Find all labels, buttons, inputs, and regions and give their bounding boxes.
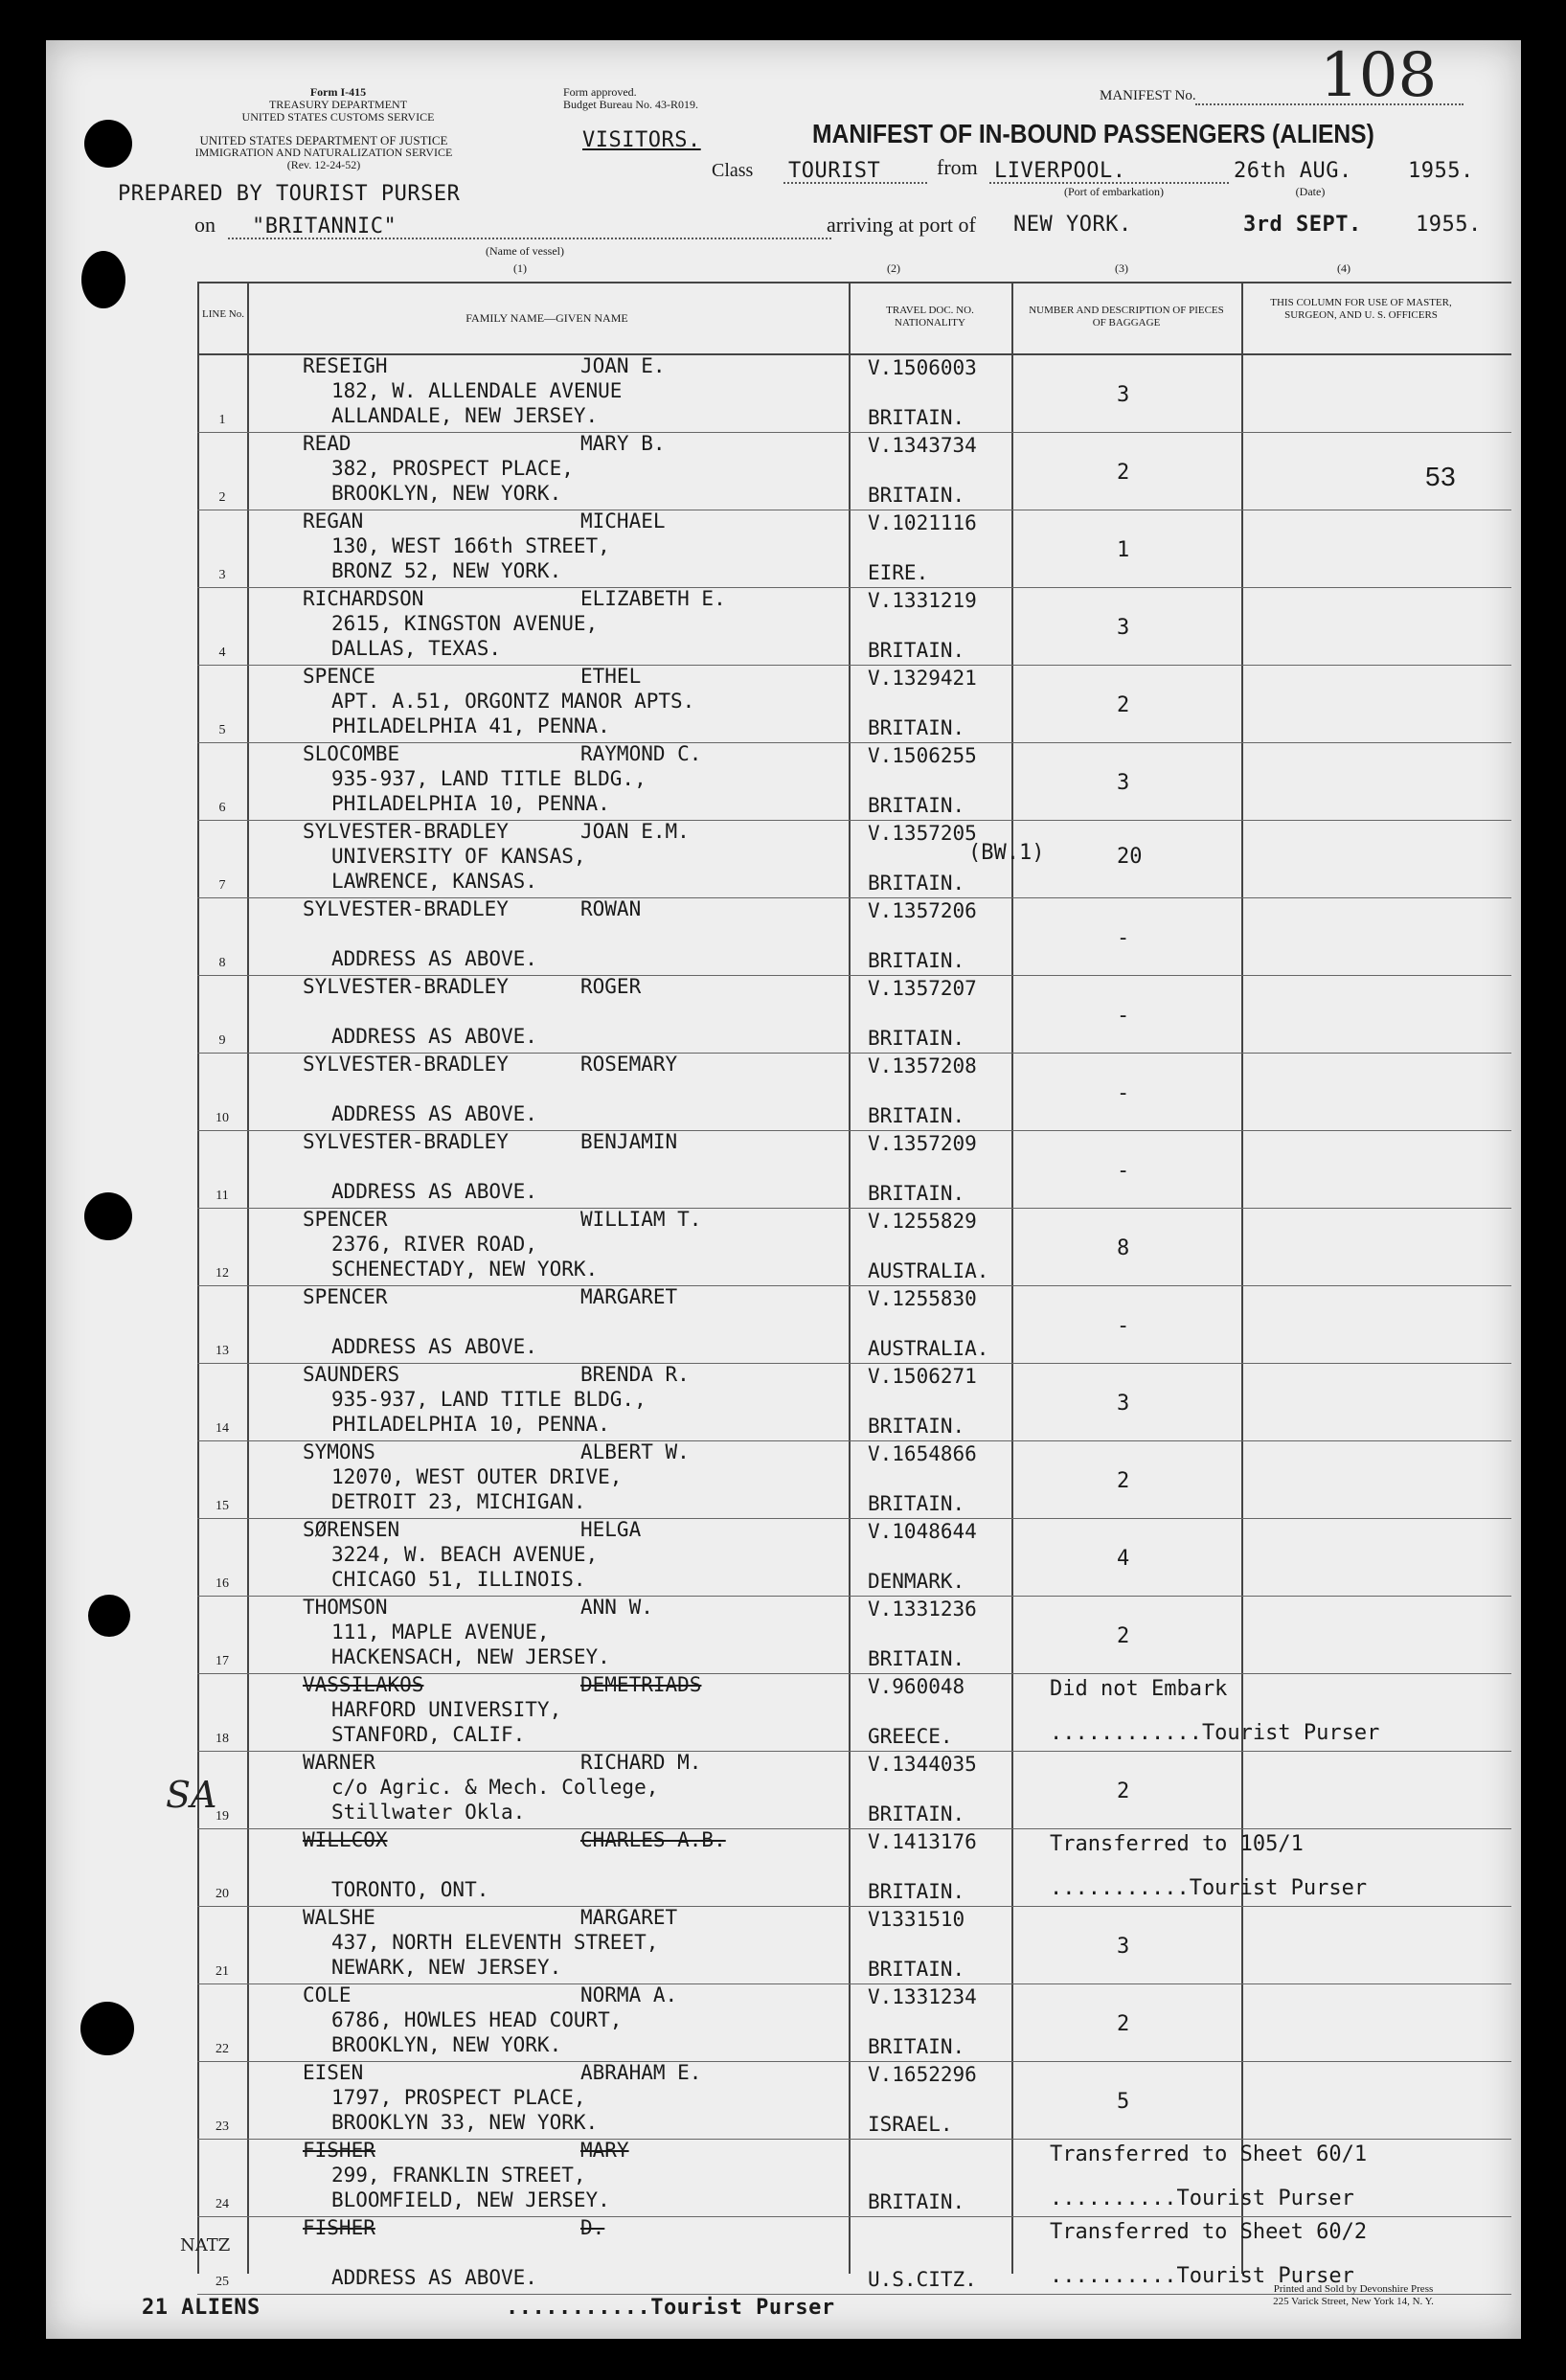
travel-doc-number: V.1654866 <box>868 1442 977 1465</box>
address-line-2: DALLAS, TEXAS. <box>331 637 502 660</box>
nationality: EIRE. <box>868 561 929 584</box>
form-approval <box>563 86 707 111</box>
col4-index: (4) <box>1337 261 1350 275</box>
family-name: SLOCOMBE <box>303 742 400 765</box>
justice-header <box>180 134 467 171</box>
family-name: RICHARDSON <box>303 587 424 610</box>
nationality: BRITAIN. <box>868 716 965 739</box>
given-name: HELGA <box>580 1518 642 1541</box>
family-name: FISHER <box>303 2216 375 2239</box>
address-line-2: BROOKLYN, NEW YORK. <box>331 2033 562 2056</box>
from-value: LIVERPOOL. <box>994 159 1126 183</box>
table-row <box>197 1596 1511 1674</box>
family-name: SAUNDERS <box>303 1363 400 1386</box>
travel-doc-number: V.1506003 <box>868 356 977 379</box>
header-officers: THIS COLUMN FOR USE OF MASTER, SURGEON, AND U. S. OFFICERS <box>1270 297 1452 321</box>
transfer-note: Transferred to Sheet 60/1 <box>1050 2142 1368 2166</box>
travel-doc-number: V.1331234 <box>868 1985 977 2008</box>
baggage-count: 3 <box>1117 771 1130 795</box>
form-header-left <box>238 86 439 124</box>
line-number: 8 <box>218 956 226 970</box>
line-number: 20 <box>216 1887 229 1901</box>
nationality: BRITAIN. <box>868 1415 965 1438</box>
line-number: 17 <box>216 1654 229 1668</box>
address-line-2: BLOOMFIELD, NEW JERSEY. <box>331 2188 610 2211</box>
form-number: Form I-415 <box>309 85 367 99</box>
immigration-service: IMMIGRATION AND NATURALIZATION SERVICE <box>194 146 453 159</box>
family-name: READ <box>303 432 352 455</box>
table-row <box>197 665 1511 743</box>
footer-purser: ...........Tourist Purser <box>506 2296 835 2320</box>
table-row <box>197 1285 1511 1364</box>
given-name: WILLIAM T. <box>580 1208 702 1231</box>
given-name: BRENDA R. <box>580 1363 690 1386</box>
address-line-1: 935-937, LAND TITLE BLDG., <box>331 767 647 790</box>
family-name: VASSILAKOS <box>303 1673 424 1696</box>
vessel-name: "BRITANNIC" <box>252 215 397 238</box>
line-number: 5 <box>218 723 226 737</box>
address-line-2: TORONTO, ONT. <box>331 1878 489 1901</box>
address-line-2: PHILADELPHIA 10, PENNA. <box>331 792 610 815</box>
given-name: BENJAMIN <box>580 1130 678 1153</box>
travel-doc-number: V.1357205 <box>868 822 977 845</box>
baggage-count: 2 <box>1117 2012 1130 2036</box>
nationality: BRITAIN. <box>868 1647 965 1670</box>
address-line-1: 3224, W. BEACH AVENUE, <box>331 1543 599 1566</box>
given-name: D. <box>580 2216 605 2239</box>
family-name: SYLVESTER-BRADLEY <box>303 1053 509 1076</box>
address-line-2: DETROIT 23, MICHIGAN. <box>331 1490 586 1513</box>
printer-line1: Printed and Sold by Devonshire Press <box>1273 2283 1434 2295</box>
travel-doc-number: V1331510 <box>868 1908 965 1931</box>
nationality: GREECE. <box>868 1725 953 1748</box>
address-line-1: c/o Agric. & Mech. College, <box>331 1776 659 1799</box>
given-name: ANN W. <box>580 1596 653 1619</box>
date-caption: (Date) <box>1295 185 1326 198</box>
given-name: JOAN E.M. <box>580 820 690 843</box>
address-line-2: ADDRESS AS ABOVE. <box>331 1102 537 1125</box>
purser-note: ............Tourist Purser <box>1050 1721 1380 1745</box>
table-row <box>197 897 1511 976</box>
transfer-note: Transferred to Sheet 60/2 <box>1050 2220 1368 2244</box>
given-name: ROWAN <box>580 897 642 920</box>
given-name: ELIZABETH E. <box>580 587 726 610</box>
baggage-count: 3 <box>1117 1935 1130 1959</box>
table-row <box>197 2139 1511 2217</box>
address-line-2: NEWARK, NEW JERSEY. <box>331 1956 562 1979</box>
table-row <box>197 975 1511 1054</box>
given-name: ALBERT W. <box>580 1440 690 1463</box>
family-name: SØRENSEN <box>303 1518 400 1541</box>
port-caption: (Port of embarkation) <box>1064 185 1164 198</box>
nationality: BRITAIN. <box>868 1104 965 1127</box>
family-name: SPENCER <box>303 1208 388 1231</box>
table-row <box>197 1673 1511 1752</box>
family-name: THOMSON <box>303 1596 388 1619</box>
travel-doc-number: V.1357209 <box>868 1132 977 1155</box>
travel-doc-number: V.1357207 <box>868 977 977 1000</box>
address-line-2: BROOKLYN 33, NEW YORK. <box>331 2111 599 2134</box>
punch-hole <box>84 1192 132 1240</box>
nationality: BRITAIN. <box>868 794 965 817</box>
page-title: MANIFEST OF IN-BOUND PASSENGERS (ALIENS) <box>812 119 1374 148</box>
travel-doc-number: V.1343734 <box>868 434 977 457</box>
family-name: SPENCE <box>303 665 375 688</box>
header-name: FAMILY NAME—GIVEN NAME <box>465 311 628 325</box>
address-line-2: ADDRESS AS ABOVE. <box>331 1025 537 1048</box>
address-line-2: PHILADELPHIA 41, PENNA. <box>331 714 610 737</box>
nationality: BRITAIN. <box>868 949 965 972</box>
address-line-2: STANFORD, CALIF. <box>331 1723 526 1746</box>
nationality: AUSTRALIA. <box>868 1337 989 1360</box>
col2-index: (2) <box>887 261 900 275</box>
baggage-count: 20 <box>1117 845 1143 869</box>
address-line-1: APT. A.51, ORGONTZ MANOR APTS. <box>331 690 695 713</box>
family-name: WARNER <box>303 1751 375 1774</box>
address-line-1: 6786, HOWLES HEAD COURT, <box>331 2008 623 2031</box>
travel-doc-number: V.1344035 <box>868 1753 977 1776</box>
travel-doc-number: V.1048644 <box>868 1520 977 1543</box>
header-baggage: NUMBER AND DESCRIPTION OF PIECES OF BAGGAGE <box>1029 305 1224 329</box>
family-name: WILLCOX <box>303 1828 388 1851</box>
address-line-1: 111, MAPLE AVENUE, <box>331 1621 550 1643</box>
table-row <box>197 1440 1511 1519</box>
col1-index: (1) <box>513 261 527 275</box>
nationality: BRITAIN. <box>868 2035 965 2058</box>
footer-aliens: 21 ALIENS <box>142 2296 261 2320</box>
travel-doc-number: V.1357206 <box>868 899 977 922</box>
address-line-1: 130, WEST 166th STREET, <box>331 534 610 557</box>
travel-doc-number: V.1652296 <box>868 2063 977 2086</box>
vessel-caption: (Name of vessel) <box>486 244 564 258</box>
given-name: RICHARD M. <box>580 1751 702 1774</box>
family-name: SYLVESTER-BRADLEY <box>303 975 509 998</box>
address-line-2: BRONZ 52, NEW YORK. <box>331 559 562 582</box>
printer-line2: 225 Varick Street, New York 14, N. Y. <box>1273 2296 1434 2307</box>
address-line-2: CHICAGO 51, ILLINOIS. <box>331 1568 586 1591</box>
table-row <box>197 742 1511 821</box>
table-row <box>197 1828 1511 1907</box>
table-row <box>197 432 1511 510</box>
family-name: EISEN <box>303 2061 364 2084</box>
address-line-2: LAWRENCE, KANSAS. <box>331 870 537 893</box>
address-line-2: Stillwater Okla. <box>331 1801 526 1824</box>
table-row <box>197 1906 1511 1984</box>
baggage-count: 3 <box>1117 616 1130 640</box>
given-name: MARGARET <box>580 1285 678 1308</box>
nationality: BRITAIN. <box>868 1027 965 1050</box>
nationality: DENMARK. <box>868 1570 965 1593</box>
line-number: 21 <box>216 1964 229 1979</box>
manifest-number: 108 <box>1320 40 1438 111</box>
address-line-1: HARFORD UNIVERSITY, <box>331 1698 562 1721</box>
header-line-no: LINE No. <box>202 308 244 320</box>
line-number: 10 <box>216 1111 229 1125</box>
revision: (Rev. 12-24-52) <box>286 158 361 171</box>
baggage-count: 8 <box>1117 1236 1130 1260</box>
transfer-note: Did not Embark <box>1050 1677 1228 1701</box>
nationality: ISRAEL. <box>868 2113 953 2136</box>
baggage-count: 1 <box>1117 538 1130 562</box>
margin-sa: SA <box>166 1774 217 1816</box>
address-line-2: ADDRESS AS ABOVE. <box>331 947 537 970</box>
punch-hole <box>80 2002 134 2055</box>
purser-note: ...........Tourist Purser <box>1050 1876 1368 1900</box>
travel-doc-number: V.1329421 <box>868 667 977 690</box>
punch-hole <box>81 251 125 308</box>
address-line-1: UNIVERSITY OF KANSAS, <box>331 845 586 868</box>
address-line-1: 12070, WEST OUTER DRIVE, <box>331 1465 623 1488</box>
punch-hole <box>84 120 132 168</box>
purser-note: ..........Tourist Purser <box>1050 2187 1354 2210</box>
col3-index: (3) <box>1115 261 1128 275</box>
table-row <box>197 354 1511 433</box>
nationality: U.S.CITZ. <box>868 2268 977 2291</box>
header-travel: TRAVEL DOC. NO. NATIONALITY <box>886 305 974 329</box>
line-number: 13 <box>216 1344 229 1358</box>
address-line-2: HACKENSACH, NEW JERSEY. <box>331 1645 610 1668</box>
line-number: 3 <box>218 568 226 582</box>
date-value: 26th AUG. <box>1234 159 1352 183</box>
nationality: BRITAIN. <box>868 406 965 429</box>
baggage-count: - <box>1117 1314 1130 1338</box>
arriving-label: arriving at port of <box>827 213 976 237</box>
officer-note: 53 <box>1425 462 1457 491</box>
baggage-count: 4 <box>1117 1547 1130 1571</box>
justice-dept: UNITED STATES DEPARTMENT OF JUSTICE <box>199 133 448 147</box>
line-number: 18 <box>216 1732 229 1746</box>
given-name: RAYMOND C. <box>580 742 702 765</box>
family-name: RESEIGH <box>303 354 388 377</box>
address-line-1: 182, W. ALLENDALE AVENUE <box>331 379 623 402</box>
address-line-1: 382, PROSPECT PLACE, <box>331 457 574 480</box>
table-top-border <box>197 282 1511 283</box>
baggage-count: 2 <box>1117 693 1130 717</box>
given-name: MARY <box>580 2139 629 2162</box>
family-name: SYMONS <box>303 1440 375 1463</box>
address-line-2: ADDRESS AS ABOVE. <box>331 1180 537 1203</box>
line-number: 7 <box>218 878 226 893</box>
family-name: FISHER <box>303 2139 375 2162</box>
prepared-by: PREPARED BY TOURIST PURSER <box>118 182 461 206</box>
line-number: 12 <box>216 1266 229 1281</box>
table-row <box>197 1363 1511 1441</box>
class-line <box>783 182 927 184</box>
family-name: SYLVESTER-BRADLEY <box>303 897 509 920</box>
travel-doc-number: V.1021116 <box>868 511 977 534</box>
table-row <box>197 1518 1511 1597</box>
given-name: MARY B. <box>580 432 666 455</box>
year-value: 1955. <box>1408 159 1474 183</box>
baggage-count: 2 <box>1117 1779 1130 1803</box>
travel-doc-number: V.1506255 <box>868 744 977 767</box>
manifest-no-label: MANIFEST No. <box>1100 88 1196 103</box>
address-line-1: 2376, RIVER ROAD, <box>331 1233 537 1256</box>
printer-info <box>1205 2283 1502 2308</box>
baggage-count: - <box>1117 926 1130 950</box>
address-line-1: 935-937, LAND TITLE BLDG., <box>331 1388 647 1411</box>
nationality: BRITAIN. <box>868 1802 965 1825</box>
nationality: BRITAIN. <box>868 872 965 895</box>
purser-note: ..........Tourist Purser <box>1050 2264 1354 2288</box>
line-number: 25 <box>216 2275 229 2289</box>
nationality: AUSTRALIA. <box>868 1259 989 1282</box>
travel-doc-number: V.1255830 <box>868 1287 977 1310</box>
address-line-1: 1797, PROSPECT PLACE, <box>331 2086 586 2109</box>
address-line-2: ALLANDALE, NEW JERSEY. <box>331 404 599 427</box>
travel-doc-number: V.1413176 <box>868 1830 977 1853</box>
baggage-count: 2 <box>1117 461 1130 485</box>
treasury-dept: TREASURY DEPARTMENT <box>268 98 408 111</box>
arriving-date: 3rd SEPT. <box>1243 213 1362 237</box>
budget-text: Budget Bureau No. 43-R019. <box>563 98 698 111</box>
baggage-count: 2 <box>1117 1469 1130 1493</box>
given-name: JOAN E. <box>580 354 666 377</box>
line-number: 1 <box>218 413 226 427</box>
address-line-1: 2615, KINGSTON AVENUE, <box>331 612 599 635</box>
address-line-2: PHILADELPHIA 10, PENNA. <box>331 1413 610 1436</box>
baggage-count: - <box>1117 1081 1130 1105</box>
line-number: 4 <box>218 646 226 660</box>
line-number: 23 <box>216 2119 229 2134</box>
visitors-label: VISITORS. <box>582 128 701 152</box>
baggage-count: 2 <box>1117 1624 1130 1648</box>
arriving-port: NEW YORK. <box>1013 213 1132 237</box>
table-row <box>197 820 1511 898</box>
line-number: 19 <box>216 1809 229 1824</box>
table-row <box>197 1208 1511 1286</box>
line-number: 11 <box>216 1189 229 1203</box>
nationality: BRITAIN. <box>868 639 965 662</box>
baggage-count: - <box>1117 1004 1130 1028</box>
class-label: Class <box>712 160 754 181</box>
family-name: SYLVESTER-BRADLEY <box>303 1130 509 1153</box>
baggage-count: - <box>1117 1159 1130 1183</box>
family-name: SPENCER <box>303 1285 388 1308</box>
manifest-page <box>46 40 1521 2339</box>
given-name: DEMETRIADS <box>580 1673 702 1696</box>
nationality: BRITAIN. <box>868 1958 965 1981</box>
table-row <box>197 1053 1511 1131</box>
address-line-1: 299, FRANKLIN STREET, <box>331 2164 586 2187</box>
line-number: 6 <box>218 801 226 815</box>
given-name: MARGARET <box>580 1906 678 1929</box>
line-number: 2 <box>218 490 226 505</box>
line-number: 9 <box>218 1033 226 1048</box>
address-line-2: ADDRESS AS ABOVE. <box>331 2266 537 2289</box>
approved-text: Form approved. <box>563 85 637 99</box>
travel-doc-number: V.1331236 <box>868 1598 977 1621</box>
address-line-2: BROOKLYN, NEW YORK. <box>331 482 562 505</box>
given-name: CHARLES A.B. <box>580 1828 726 1851</box>
class-value: TOURIST <box>788 159 881 183</box>
table-row <box>197 2061 1511 2140</box>
family-name: WALSHE <box>303 1906 375 1929</box>
line-number: 15 <box>216 1499 229 1513</box>
travel-doc-number: V.1357208 <box>868 1054 977 1077</box>
address-line-1: 437, NORTH ELEVENTH STREET, <box>331 1931 659 1954</box>
margin-natz: NATZ <box>180 2235 231 2255</box>
table-row <box>197 1751 1511 1829</box>
table-row <box>197 1130 1511 1209</box>
nationality: BRITAIN. <box>868 1182 965 1205</box>
travel-doc-number: V.1331219 <box>868 589 977 612</box>
address-line-2: SCHENECTADY, NEW YORK. <box>331 1258 599 1281</box>
given-name: ROSEMARY <box>580 1053 678 1076</box>
travel-doc-number: V.960048 <box>868 1675 965 1698</box>
on-label: on <box>194 213 216 237</box>
punch-hole <box>88 1595 130 1637</box>
family-name: COLE <box>303 1983 352 2006</box>
line-number: 24 <box>216 2197 229 2211</box>
arriving-year: 1955. <box>1416 213 1482 237</box>
line-number: 16 <box>216 1576 229 1591</box>
baggage-count: 3 <box>1117 383 1130 407</box>
baggage-count: 5 <box>1117 2090 1130 2114</box>
given-name: ETHEL <box>580 665 642 688</box>
family-name: SYLVESTER-BRADLEY <box>303 820 509 843</box>
line-number: 14 <box>216 1421 229 1436</box>
line-number: 22 <box>216 2042 229 2056</box>
nationality: BRITAIN. <box>868 484 965 507</box>
customs-service: UNITED STATES CUSTOMS SERVICE <box>241 110 435 124</box>
family-name: REGAN <box>303 510 364 533</box>
nationality: BRITAIN. <box>868 1880 965 1903</box>
given-name: ABRAHAM E. <box>580 2061 702 2084</box>
from-line <box>989 182 1229 184</box>
travel-doc-number: V.1255829 <box>868 1210 977 1233</box>
nationality: BRITAIN. <box>868 1492 965 1515</box>
baggage-count: 3 <box>1117 1392 1130 1416</box>
nationality: BRITAIN. <box>868 2190 965 2213</box>
travel-doc-number: V.1506271 <box>868 1365 977 1388</box>
from-label: from <box>937 155 978 179</box>
table-row <box>197 587 1511 666</box>
table-row <box>197 1983 1511 2062</box>
given-name: MICHAEL <box>580 510 666 533</box>
address-line-2: ADDRESS AS ABOVE. <box>331 1335 537 1358</box>
given-name: NORMA A. <box>580 1983 678 2006</box>
transfer-note: Transferred to 105/1 <box>1050 1832 1304 1856</box>
table-row <box>197 510 1511 588</box>
transfer-note: (BW.1) <box>968 841 1045 865</box>
given-name: ROGER <box>580 975 642 998</box>
